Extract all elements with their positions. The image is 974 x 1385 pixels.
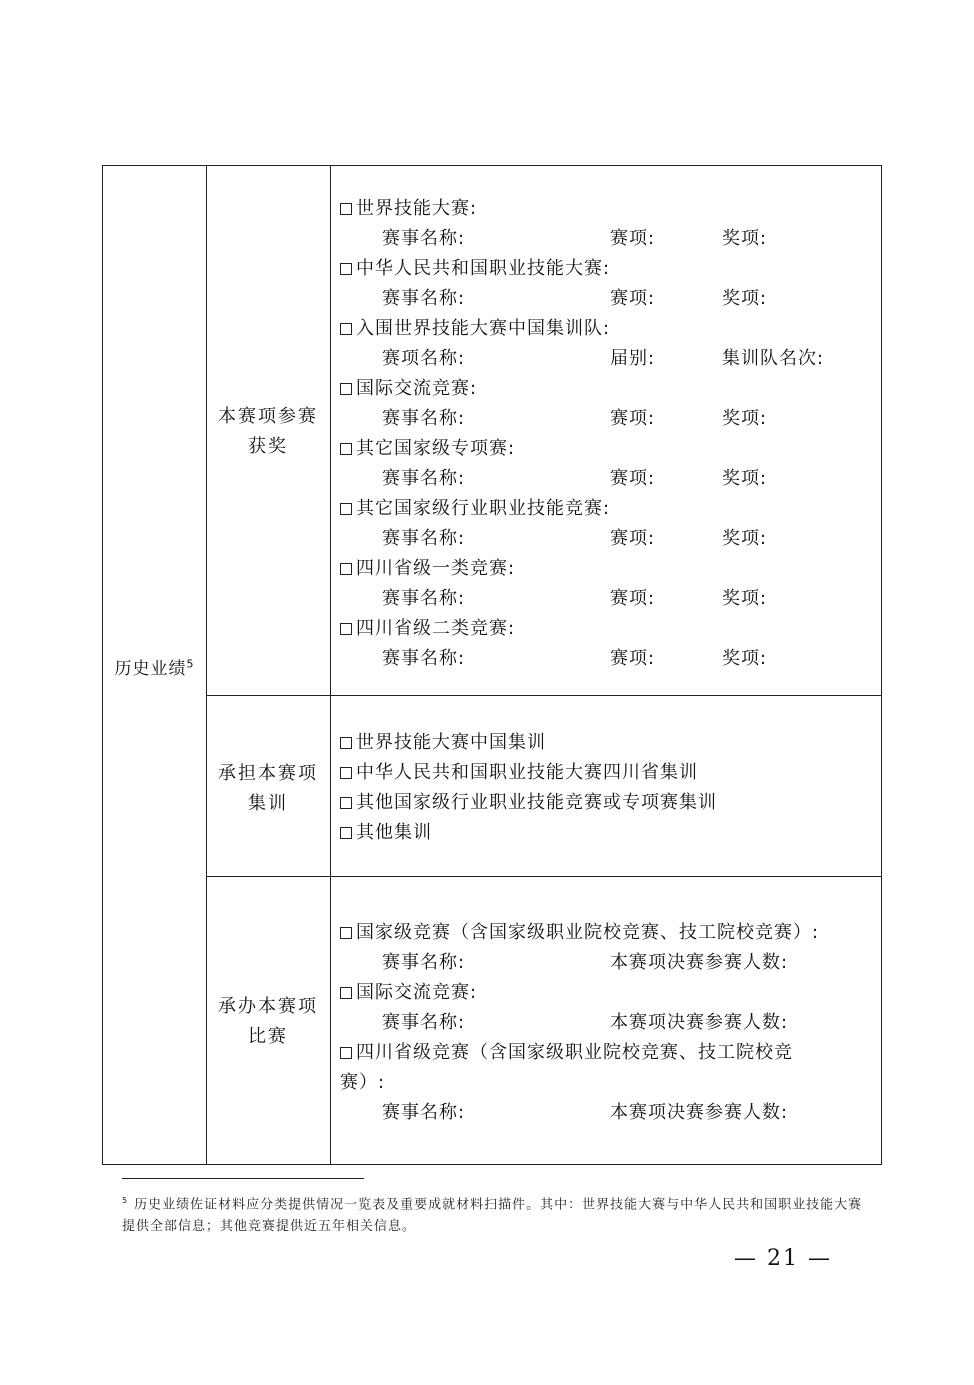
list-item: 其他集训: [340, 818, 717, 848]
list-item: 四川省级竞赛（含国家级职业院校竞赛、技工院校竞: [340, 1038, 819, 1068]
section-label-awards: 本赛项参赛 获奖: [218, 406, 318, 457]
list-item: 世界技能大赛:: [340, 194, 610, 224]
row-divider: [206, 695, 881, 696]
field-row: 赛事名称: 赛项: 奖项:: [382, 588, 768, 609]
field-row: 赛事名称: 本赛项决赛参赛人数:: [382, 1012, 789, 1033]
checkbox[interactable]: [340, 443, 352, 455]
checkbox[interactable]: [340, 323, 352, 335]
list-item: 入围世界技能大赛中国集训队:: [340, 314, 610, 344]
field-row: 赛事名称: 本赛项决赛参赛人数:: [382, 952, 789, 973]
section-label-training: 承担本赛项 集训: [218, 763, 318, 814]
list-item: 中华人民共和国职业技能大赛四川省集训: [340, 758, 717, 788]
checkbox[interactable]: [340, 797, 352, 809]
list-item: 四川省级一类竞赛:: [340, 554, 610, 584]
checkbox[interactable]: [340, 1047, 352, 1059]
list-item: 四川省级二类竞赛:: [340, 614, 610, 644]
list-item: 其它国家级专项赛:: [340, 434, 610, 464]
field-row: 赛事名称: 赛项: 奖项:: [382, 408, 768, 429]
checkbox[interactable]: [340, 503, 352, 515]
checkbox[interactable]: [340, 927, 352, 939]
page-number: — 21 —: [734, 1246, 832, 1271]
section-label-hosting: 承办本赛项 比赛: [218, 996, 318, 1047]
row-divider: [206, 876, 881, 877]
list-item-continuation: 赛）:: [340, 1072, 386, 1093]
list-item: 国际交流竞赛:: [340, 978, 819, 1008]
category-label: 历史业绩$^5$: [114, 657, 195, 679]
field-row: 赛事名称: 赛项: 奖项:: [382, 648, 768, 669]
checkbox[interactable]: [340, 263, 352, 275]
checkbox[interactable]: [340, 623, 352, 635]
history-table: [102, 165, 882, 1165]
field-row: 赛事名称: 赛项: 奖项:: [382, 228, 768, 249]
checkbox[interactable]: [340, 827, 352, 839]
column-divider: [330, 166, 331, 1164]
checkbox[interactable]: [340, 767, 352, 779]
field-row: 赛项名称: 届别: 集训队名次:: [382, 348, 825, 369]
list-item: 其他国家级行业职业技能竞赛或专项赛集训: [340, 788, 717, 818]
training-list: [340, 728, 717, 848]
list-item: 中华人民共和国职业技能大赛:: [340, 254, 610, 284]
field-row: 赛事名称: 本赛项决赛参赛人数:: [382, 1102, 789, 1123]
checkbox[interactable]: [340, 987, 352, 999]
field-row: 赛事名称: 赛项: 奖项:: [382, 468, 768, 489]
field-row: 赛事名称: 赛项: 奖项:: [382, 528, 768, 549]
checkbox[interactable]: [340, 203, 352, 215]
list-item: 世界技能大赛中国集训: [340, 728, 717, 758]
field-row: 赛事名称: 赛项: 奖项:: [382, 288, 768, 309]
awards-list: [340, 194, 825, 674]
footnote: $^5$ 历史业绩佐证材料应分类提供情况一览表及重要成就材料扫描件。其中：世界技能大赛与中华人民共和国职业技能大赛提供全部信息；其他竞赛提供近五年相关信息。: [122, 1196, 863, 1235]
checkbox[interactable]: [340, 383, 352, 395]
footnote-divider: [122, 1178, 364, 1179]
list-item: 其它国家级行业职业技能竞赛:: [340, 494, 610, 524]
list-item: 国际交流竞赛:: [340, 374, 610, 404]
checkbox[interactable]: [340, 737, 352, 749]
list-item: 国家级竞赛（含国家级职业院校竞赛、技工院校竞赛）:: [340, 918, 819, 948]
hosting-list: [340, 918, 819, 1128]
checkbox[interactable]: [340, 563, 352, 575]
